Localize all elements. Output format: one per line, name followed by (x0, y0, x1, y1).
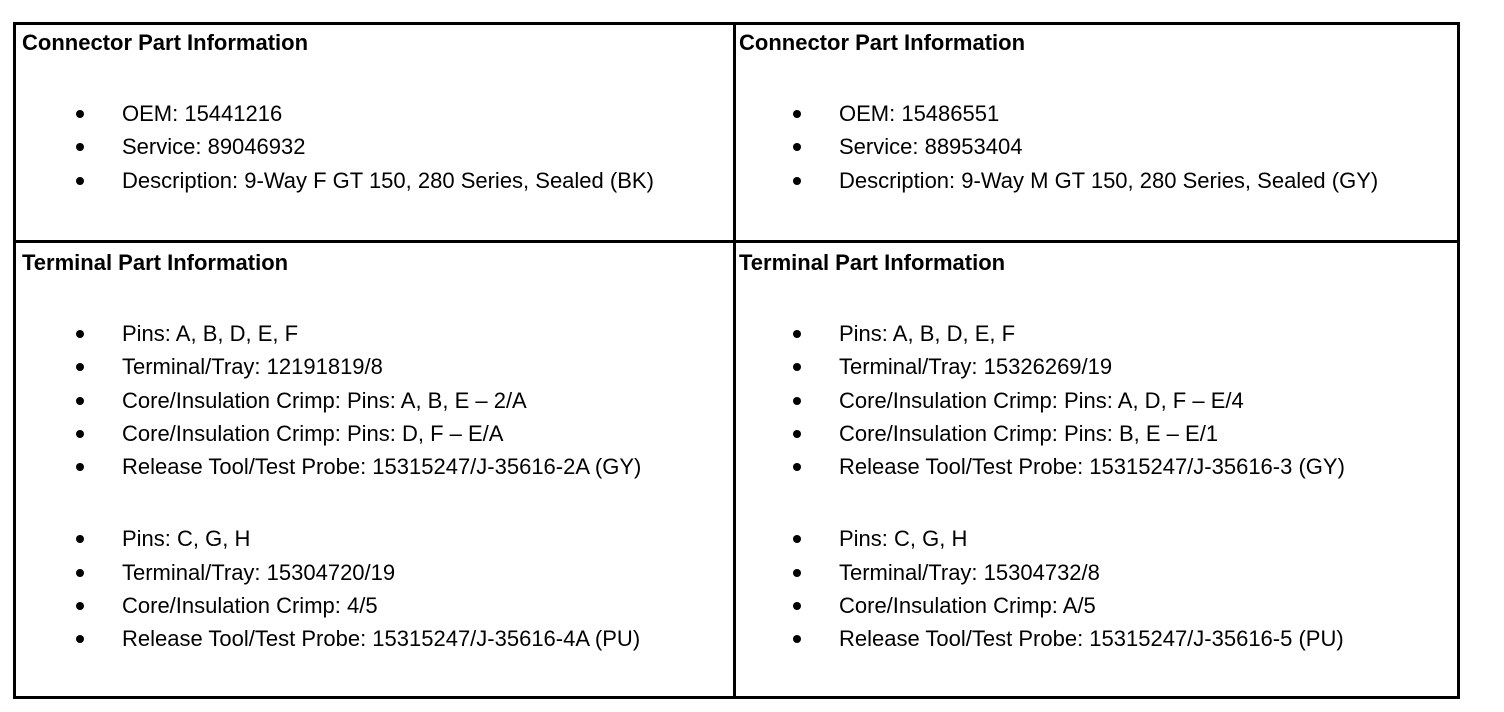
list-item: Release Tool/Test Probe: 15315247/J-35616-4A (PU) (22, 622, 733, 655)
connector-heading-left: Connector Part Information (22, 30, 309, 55)
list-item: Service: 89046932 (22, 130, 733, 163)
terminal-list-right-group1 (739, 317, 1457, 483)
list-item: Terminal/Tray: 15304720/19 (22, 556, 733, 589)
connector-list-right (739, 97, 1457, 197)
column-divider (733, 25, 736, 696)
list-item: Core/Insulation Crimp: A/5 (739, 589, 1457, 622)
list-item: Core/Insulation Crimp: 4/5 (22, 589, 733, 622)
list-item: Release Tool/Test Probe: 15315247/J-35616-2A (GY) (22, 450, 733, 483)
list-item: Terminal/Tray: 15304732/8 (739, 556, 1457, 589)
part-info-table (13, 22, 1460, 699)
list-item: OEM: 15486551 (739, 97, 1457, 130)
list-item: Core/Insulation Crimp: Pins: A, B, E – 2/A (22, 384, 733, 417)
list-item: Core/Insulation Crimp: Pins: A, D, F – E/4 (739, 384, 1457, 417)
terminal-heading-left: Terminal Part Information (22, 250, 289, 275)
list-item: Description: 9-Way M GT 150, 280 Series, Sealed (GY) (739, 164, 1457, 197)
list-item: Release Tool/Test Probe: 15315247/J-35616-5 (PU) (739, 622, 1457, 655)
list-item: Pins: C, G, H (739, 522, 1457, 555)
list-item: Terminal/Tray: 15326269/19 (739, 350, 1457, 383)
connector-list-left (22, 97, 733, 197)
list-item: Release Tool/Test Probe: 15315247/J-35616-3 (GY) (739, 450, 1457, 483)
list-item: Pins: A, B, D, E, F (22, 317, 733, 350)
list-item: Terminal/Tray: 12191819/8 (22, 350, 733, 383)
list-item: Description: 9-Way F GT 150, 280 Series, Sealed (BK) (22, 164, 733, 197)
connector-info-cell-right (739, 30, 1457, 240)
terminal-info-cell-right (739, 250, 1457, 690)
list-item: Core/Insulation Crimp: Pins: B, E – E/1 (739, 417, 1457, 450)
terminal-list-left-group2 (22, 522, 733, 655)
connector-heading-right: Connector Part Information (739, 30, 1026, 55)
terminal-info-cell-left (22, 250, 733, 690)
list-item: Core/Insulation Crimp: Pins: D, F – E/A (22, 417, 733, 450)
terminal-list-left-group1 (22, 317, 733, 483)
list-item: Pins: A, B, D, E, F (739, 317, 1457, 350)
row-divider (16, 240, 1457, 243)
terminal-list-right-group2 (739, 522, 1457, 655)
list-item: Service: 88953404 (739, 130, 1457, 163)
list-item: OEM: 15441216 (22, 97, 733, 130)
list-item: Pins: C, G, H (22, 522, 733, 555)
connector-info-cell-left (22, 30, 733, 240)
terminal-heading-right: Terminal Part Information (739, 250, 1006, 275)
